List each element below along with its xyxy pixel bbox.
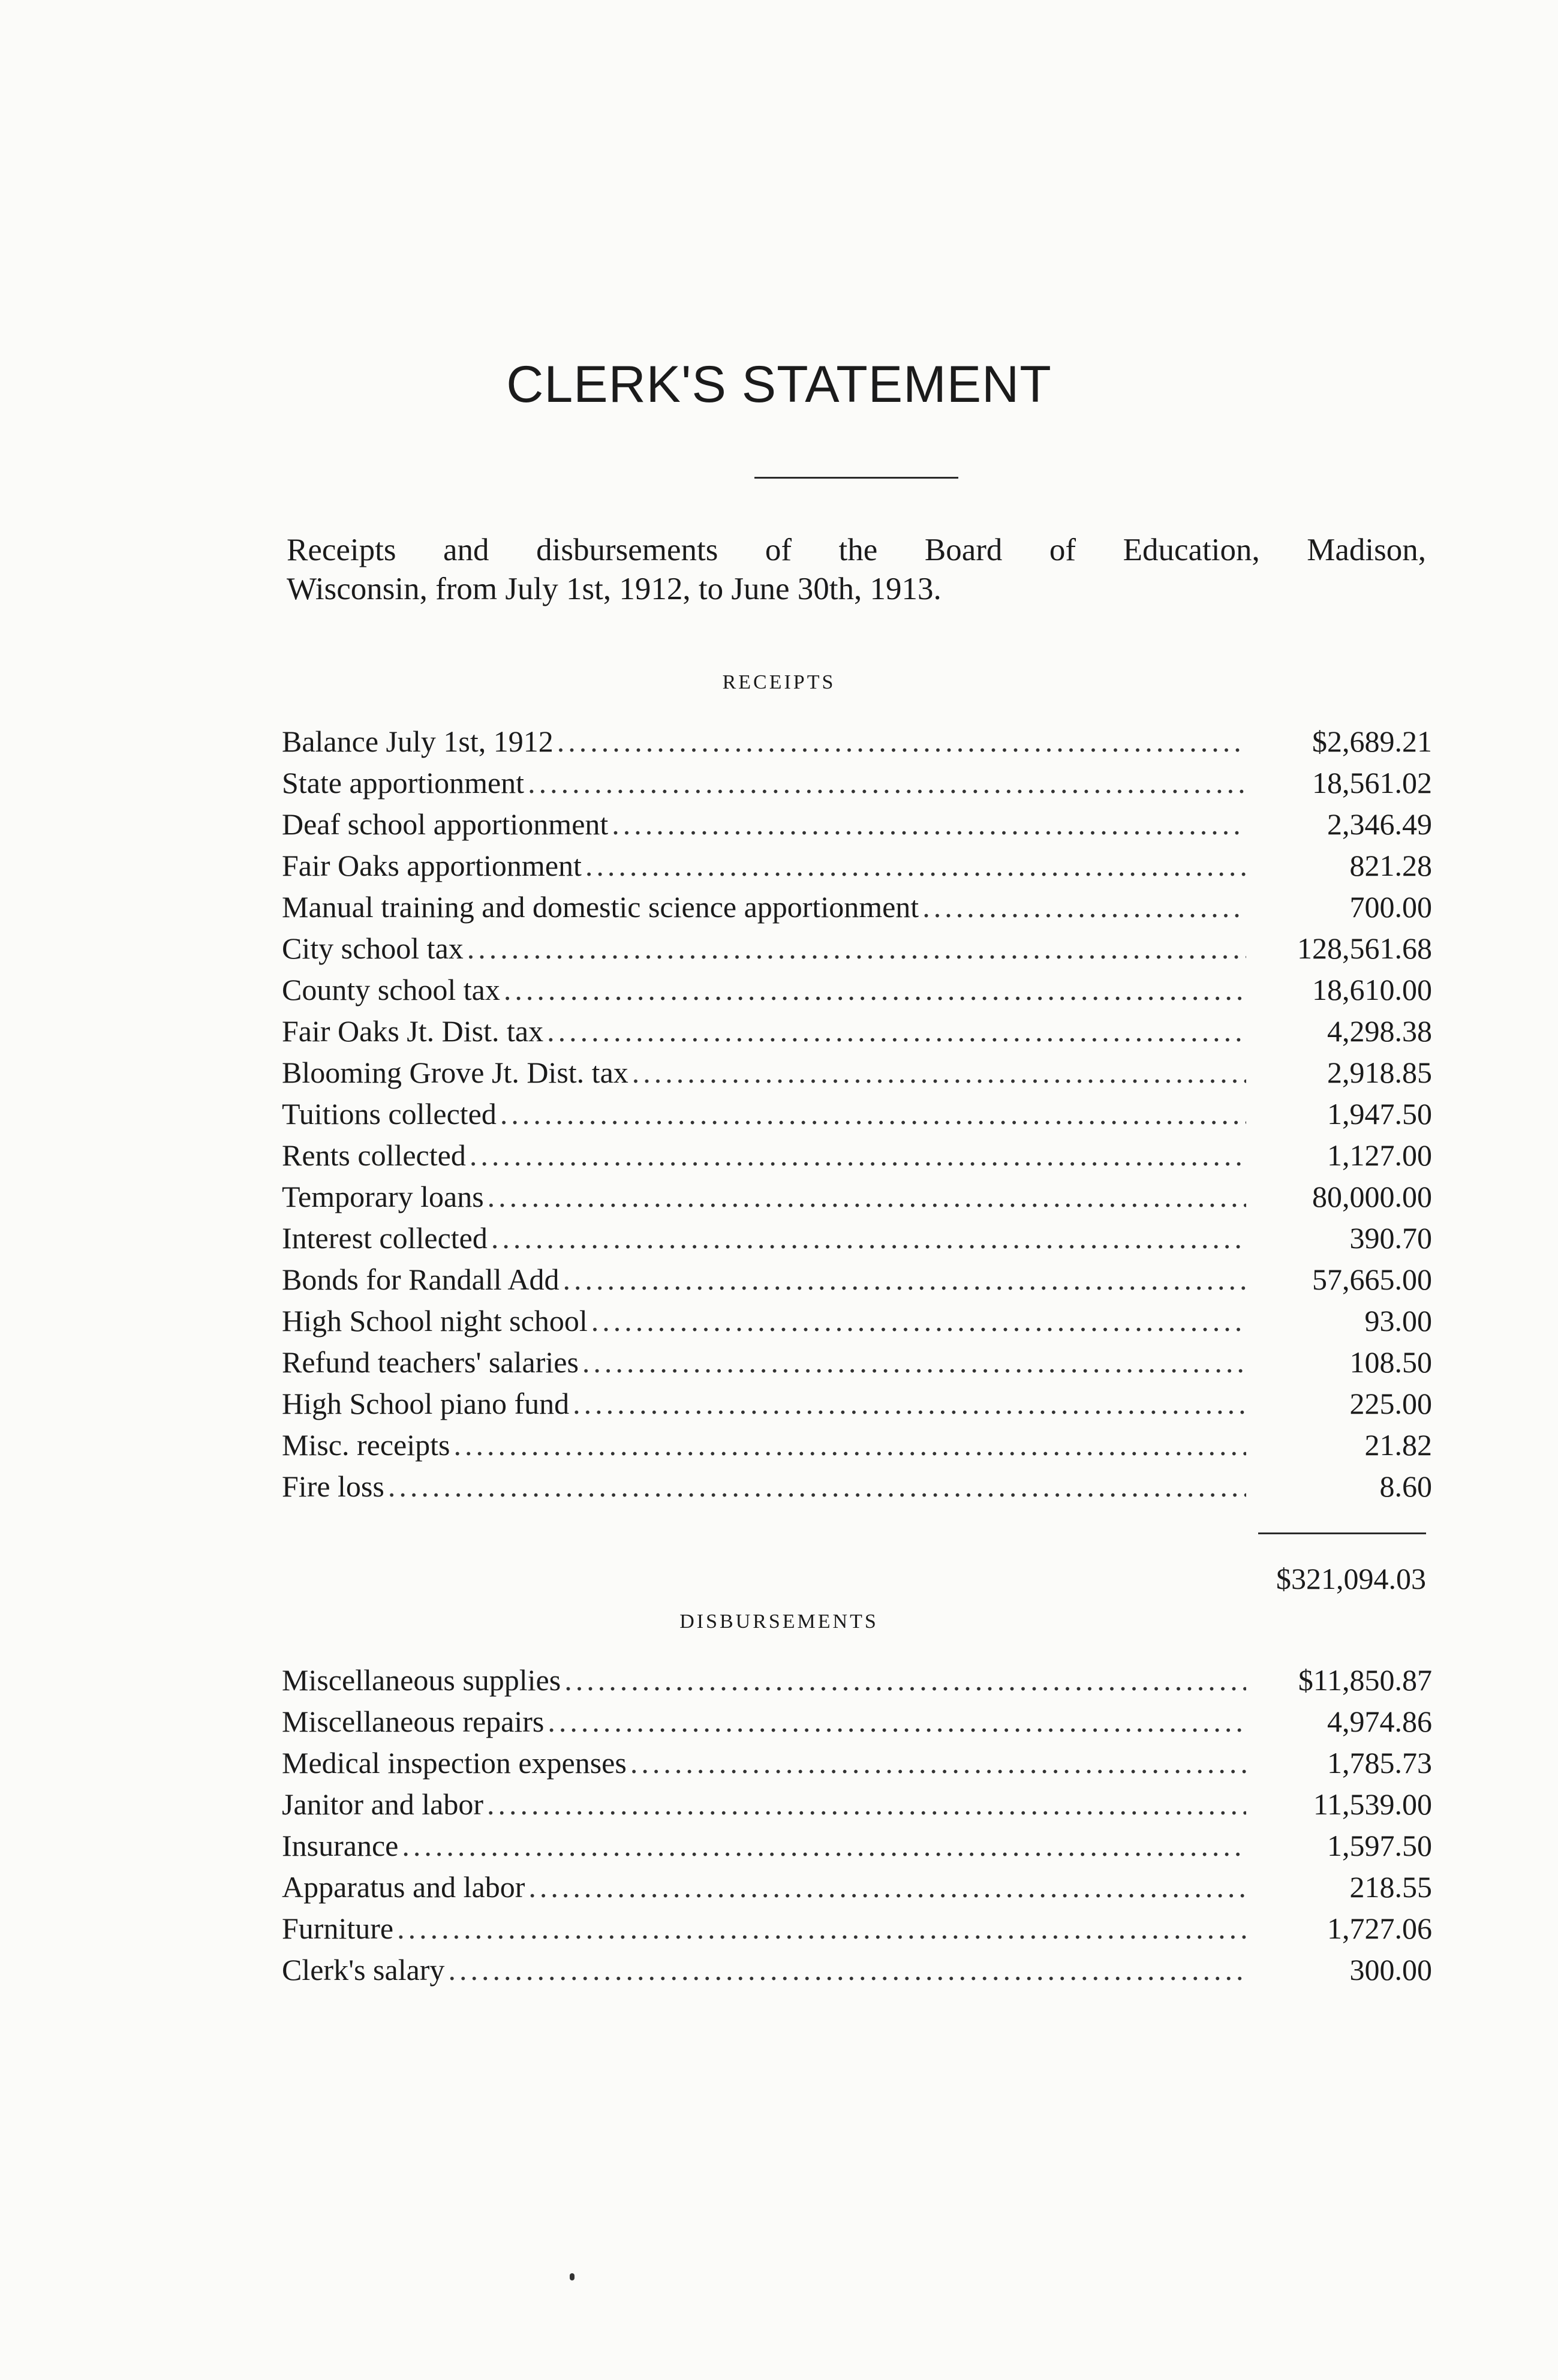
dot-leader bbox=[470, 1135, 1246, 1176]
ledger-label: Clerk's salary bbox=[282, 1953, 445, 1987]
ledger-row bbox=[282, 1093, 1432, 1135]
ledger-label-cell bbox=[282, 1949, 1246, 1991]
page-title: CLERK'S STATEMENT bbox=[506, 356, 1052, 413]
ledger-label-cell bbox=[282, 969, 1246, 1011]
dot-leader bbox=[488, 1176, 1246, 1218]
dot-leader bbox=[397, 1908, 1246, 1949]
ledger-label: Medical inspection expenses bbox=[282, 1746, 627, 1780]
ledger-row bbox=[282, 1135, 1432, 1176]
ledger-label: State apportionment bbox=[282, 766, 525, 800]
ledger-row bbox=[282, 1176, 1432, 1218]
ledger-label-cell bbox=[282, 1052, 1246, 1093]
ledger-row bbox=[282, 1742, 1432, 1784]
ledger-amount: 18,610.00 bbox=[1312, 973, 1432, 1006]
dot-leader bbox=[504, 969, 1246, 1011]
ledger-label: Bonds for Randall Add bbox=[282, 1263, 560, 1296]
ledger-amount: 4,298.38 bbox=[1327, 1014, 1432, 1048]
ledger-amount: 80,000.00 bbox=[1312, 1180, 1432, 1213]
ledger-label-cell bbox=[282, 1660, 1246, 1701]
dot-leader bbox=[582, 1342, 1246, 1383]
ledger-label: Rents collected bbox=[282, 1138, 466, 1172]
ledger-row bbox=[282, 1218, 1432, 1259]
ledger-label: Miscellaneous repairs bbox=[282, 1705, 545, 1738]
ledger-label: Deaf school apportionment bbox=[282, 807, 609, 841]
ledger-label-cell bbox=[282, 1218, 1246, 1259]
dot-leader bbox=[402, 1825, 1246, 1867]
dot-leader bbox=[528, 1867, 1246, 1908]
ledger-label: Blooming Grove Jt. Dist. tax bbox=[282, 1056, 628, 1089]
intro-line-1: Receipts and disbursements of the Board of Education, Madison, bbox=[287, 533, 1426, 567]
title-divider bbox=[754, 477, 958, 479]
ledger-label: City school tax bbox=[282, 931, 464, 965]
ledger-amount: 300.00 bbox=[1349, 1953, 1432, 1987]
ledger-label-cell bbox=[282, 1908, 1246, 1949]
ledger-label: Misc. receipts bbox=[282, 1428, 450, 1462]
dot-leader bbox=[548, 1701, 1246, 1742]
ledger-label: High School piano fund bbox=[282, 1387, 570, 1420]
ledger-label-cell bbox=[282, 1825, 1246, 1867]
dot-leader bbox=[632, 1052, 1246, 1093]
ledger-label-cell bbox=[282, 1300, 1246, 1342]
ledger-label-cell bbox=[282, 1093, 1246, 1135]
ledger-amount: 2,918.85 bbox=[1327, 1056, 1432, 1089]
ledger-row bbox=[282, 1011, 1432, 1052]
receipts-heading: RECEIPTS bbox=[722, 671, 836, 693]
ledger-label-cell bbox=[282, 1011, 1246, 1052]
receipts-total: $321,094.03 bbox=[1276, 1562, 1426, 1595]
ledger-amount: 93.00 bbox=[1364, 1304, 1432, 1338]
ledger-label-cell bbox=[282, 1784, 1246, 1825]
dot-leader bbox=[557, 721, 1246, 762]
ledger-label: Apparatus and labor bbox=[282, 1870, 525, 1904]
dot-leader bbox=[467, 928, 1246, 969]
dot-leader bbox=[547, 1011, 1246, 1052]
dot-leader bbox=[528, 762, 1246, 804]
intro-paragraph bbox=[287, 531, 1426, 609]
ledger-label-cell bbox=[282, 1701, 1246, 1742]
ledger-label-cell bbox=[282, 762, 1246, 804]
dot-leader bbox=[591, 1300, 1246, 1342]
ledger-label: Tuitions collected bbox=[282, 1097, 497, 1131]
ledger-amount: 1,785.73 bbox=[1327, 1746, 1432, 1780]
ledger-amount: $2,689.21 bbox=[1312, 725, 1432, 758]
dot-leader bbox=[563, 1259, 1246, 1300]
ledger-amount: 108.50 bbox=[1349, 1345, 1432, 1379]
ledger-label: Janitor and labor bbox=[282, 1787, 484, 1821]
ledger-label: Interest collected bbox=[282, 1221, 488, 1255]
ledger-amount: 1,947.50 bbox=[1327, 1097, 1432, 1131]
dot-leader bbox=[573, 1383, 1246, 1425]
ledger-amount: 57,665.00 bbox=[1312, 1263, 1432, 1296]
ledger-label: High School night school bbox=[282, 1304, 588, 1338]
ledger-label-cell bbox=[282, 1425, 1246, 1466]
ledger-label-cell bbox=[282, 845, 1246, 887]
ledger-label: Fire loss bbox=[282, 1470, 384, 1503]
ledger-label: Fair Oaks apportionment bbox=[282, 849, 582, 882]
ledger-row bbox=[282, 804, 1432, 845]
ledger-amount: 11,539.00 bbox=[1313, 1787, 1432, 1821]
ledger-row bbox=[282, 1052, 1432, 1093]
ledger-label-cell bbox=[282, 1383, 1246, 1425]
ledger-row bbox=[282, 762, 1432, 804]
ledger-label: Miscellaneous supplies bbox=[282, 1663, 561, 1697]
dot-leader bbox=[448, 1949, 1246, 1991]
ledger-label-cell bbox=[282, 1466, 1246, 1507]
ledger-label: Temporary loans bbox=[282, 1180, 484, 1213]
ledger-label-cell bbox=[282, 1135, 1246, 1176]
dot-leader bbox=[491, 1218, 1246, 1259]
dot-leader bbox=[388, 1466, 1246, 1507]
ledger-label-cell bbox=[282, 804, 1246, 845]
ledger-amount: 128,561.68 bbox=[1297, 931, 1432, 965]
ledger-amount: 2,346.49 bbox=[1327, 807, 1432, 841]
ledger-label-cell bbox=[282, 887, 1246, 928]
ledger-amount: 18,561.02 bbox=[1312, 766, 1432, 800]
ledger-row bbox=[282, 1425, 1432, 1466]
ledger-label: Insurance bbox=[282, 1829, 399, 1862]
ledger-row bbox=[282, 1908, 1432, 1949]
ledger-row bbox=[282, 1949, 1432, 1991]
ledger-label-cell bbox=[282, 928, 1246, 969]
ledger-label: Balance July 1st, 1912 bbox=[282, 725, 554, 758]
receipts-ledger bbox=[282, 721, 1432, 1507]
ledger-amount: 1,597.50 bbox=[1327, 1829, 1432, 1862]
ledger-label-cell bbox=[282, 1742, 1246, 1784]
dot-leader bbox=[500, 1093, 1246, 1135]
disbursements-heading: DISBURSEMENTS bbox=[679, 1610, 879, 1633]
stray-ink-mark bbox=[570, 2273, 575, 2280]
intro-line-2: Wisconsin, from July 1st, 1912, to June 30th, 1913. bbox=[287, 572, 942, 606]
dot-leader bbox=[564, 1660, 1246, 1701]
ledger-row bbox=[282, 845, 1432, 887]
ledger-label-cell bbox=[282, 1867, 1246, 1908]
ledger-row bbox=[282, 928, 1432, 969]
ledger-label: Manual training and domestic science apportionment bbox=[282, 890, 919, 924]
ledger-amount: 225.00 bbox=[1349, 1387, 1432, 1420]
ledger-amount: $11,850.87 bbox=[1298, 1663, 1432, 1697]
ledger-row bbox=[282, 1825, 1432, 1867]
dot-leader bbox=[453, 1425, 1246, 1466]
ledger-row bbox=[282, 1466, 1432, 1507]
ledger-row bbox=[282, 1300, 1432, 1342]
receipts-total-rule bbox=[1258, 1532, 1426, 1534]
ledger-amount: 4,974.86 bbox=[1327, 1705, 1432, 1738]
ledger-row bbox=[282, 721, 1432, 762]
ledger-amount: 218.55 bbox=[1349, 1870, 1432, 1904]
dot-leader bbox=[585, 845, 1246, 887]
ledger-amount: 700.00 bbox=[1349, 890, 1432, 924]
ledger-label: Refund teachers' salaries bbox=[282, 1345, 579, 1379]
dot-leader bbox=[487, 1784, 1246, 1825]
ledger-label-cell bbox=[282, 1259, 1246, 1300]
ledger-label: Furniture bbox=[282, 1912, 394, 1945]
ledger-amount: 1,727.06 bbox=[1327, 1912, 1432, 1945]
ledger-amount: 8.60 bbox=[1379, 1470, 1432, 1503]
ledger-row bbox=[282, 1784, 1432, 1825]
ledger-row bbox=[282, 1342, 1432, 1383]
ledger-row bbox=[282, 969, 1432, 1011]
ledger-label: County school tax bbox=[282, 973, 500, 1006]
dot-leader bbox=[630, 1742, 1246, 1784]
ledger-label-cell bbox=[282, 721, 1246, 762]
ledger-amount: 1,127.00 bbox=[1327, 1138, 1432, 1172]
ledger-label-cell bbox=[282, 1342, 1246, 1383]
disbursements-ledger bbox=[282, 1660, 1432, 1991]
ledger-row bbox=[282, 1867, 1432, 1908]
ledger-label-cell bbox=[282, 1176, 1246, 1218]
ledger-amount: 21.82 bbox=[1364, 1428, 1432, 1462]
ledger-row bbox=[282, 1259, 1432, 1300]
ledger-row bbox=[282, 1701, 1432, 1742]
ledger-row bbox=[282, 887, 1432, 928]
dot-leader bbox=[612, 804, 1246, 845]
ledger-row bbox=[282, 1383, 1432, 1425]
ledger-label: Fair Oaks Jt. Dist. tax bbox=[282, 1014, 544, 1048]
dot-leader bbox=[922, 887, 1246, 928]
ledger-row bbox=[282, 1660, 1432, 1701]
ledger-amount: 390.70 bbox=[1349, 1221, 1432, 1255]
ledger-amount: 821.28 bbox=[1349, 849, 1432, 882]
